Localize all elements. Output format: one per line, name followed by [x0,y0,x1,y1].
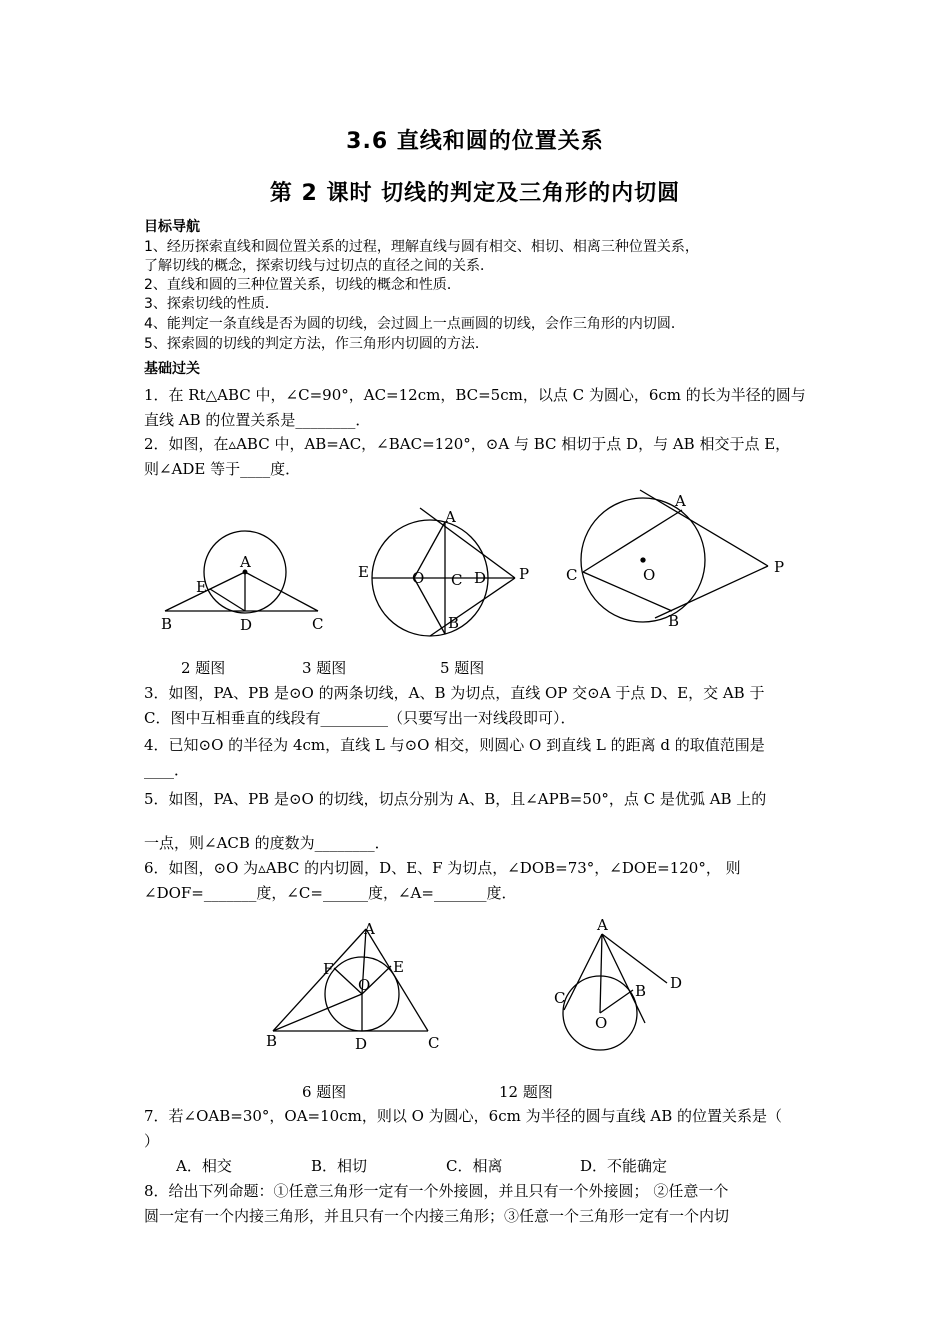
fig5-label: B [668,612,680,630]
fig5-label: A [675,492,686,510]
question-8-line: 8．给出下列命题：①任意三角形一定有一个外接圆，并且只有一个外接圆； ②任意一个 [144,1182,729,1200]
section-goals-heading: 目标导航 [144,219,200,235]
q7-option-a: A．相交 [176,1157,232,1175]
question-2-line: 则∠ADE 等于____度． [144,460,301,478]
figure-5 [560,488,800,633]
fig6-label: O [358,976,371,994]
fig2-label: E [196,578,207,596]
figure-caption: 6 题图 [302,1083,347,1101]
goal-line: 3、探索切线的性质． [144,296,279,312]
fig6-label: B [266,1032,278,1050]
question-7-line: 7．若∠OAB=30°，OA=10cm，则以 O 为圆心，6cm 为半径的圆与直线 AB 的位置关系是（ [144,1107,782,1125]
fig6-label: C [428,1034,440,1052]
figure-caption: 3 题图 [302,659,347,677]
goal-line: 1、经历探索直线和圆位置关系的过程，理解直线与圆有相交、相切、相离三种位置关系， [144,239,699,255]
fig6-label: A [364,920,375,938]
fig5-label: P [774,558,785,576]
figure-6 [258,915,448,1060]
fig3-label: O [412,569,425,587]
fig2-label: B [161,615,173,633]
fig3-label: C [451,571,463,589]
fig2-label: C [312,615,324,633]
question-3-line: C．图中互相垂直的线段有_________（只要写出一对线段即可）． [144,709,576,727]
question-6-line: 6．如图，⊙O 为▵ABC 的内切圆，D、E、F 为切点，∠DOB=73°，∠DOE=120°， 则 [144,859,741,877]
figure-caption: 12 题图 [499,1083,553,1101]
fig3-label: P [519,565,530,583]
figure-12 [545,910,695,1060]
question-6-line: ∠DOF=_______度，∠C=______度，∠A=_______度． [144,884,517,902]
fig6-label: D [355,1035,368,1053]
fig12-label: D [670,974,683,992]
goal-line: 5、探索圆的切线的判定方法，作三角形内切圆的方法． [144,336,489,352]
question-1-line: 1．在 Rt△ABC 中，∠C=90°，AC=12cm，BC=5cm，以点 C 为圆心，6cm 的长为半径的圆与 [144,386,806,404]
section-basic-heading: 基础过关 [144,361,200,377]
goal-line: 4、能判定一条直线是否为圆的切线，会过圆上一点画圆的切线，会作三角形的内切圆． [144,316,685,332]
goal-line: 了解切线的概念，探索切线与过切点的直径之间的关系． [144,258,494,274]
fig3-label: A [445,508,456,526]
goal-line: 2、直线和圆的三种位置关系，切线的概念和性质． [144,277,461,293]
fig5-label: O [643,566,656,584]
question-4-line: 4．已知⊙O 的半径为 4cm，直线 L 与⊙O 相交，则圆心 O 到直线 L 的距离 d 的取值范围是 [144,736,765,754]
figure-2 [150,520,330,640]
fig3-label: D [474,569,487,587]
fig12-label: A [597,916,608,934]
question-1-line: 直线 AB 的位置关系是________． [144,411,371,429]
q7-option-b: B．相切 [311,1157,368,1175]
fig12-label: O [595,1014,608,1032]
question-5-line: 一点，则∠ACB 的度数为________． [144,834,390,852]
figure-caption: 2 题图 [181,659,226,677]
page-title: 3.6 直线和圆的位置关系 [346,129,604,154]
fig3-label: B [448,614,460,632]
question-2-line: 2．如图，在▵ABC 中，AB=AC，∠BAC=120°，⊙A 与 BC 相切于点 D，与 AB 相交于点 E， [144,435,791,453]
fig3-label: E [358,563,369,581]
question-4-line: ____． [144,761,190,779]
fig2-label: A [240,553,251,571]
fig12-label: C [554,989,566,1007]
figure-3 [350,500,540,640]
question-3-line: 3．如图，PA、PB 是⊙O 的两条切线，A、B 为切点，直线 OP 交⊙A 于点 D、E，交 AB 于 [144,684,765,702]
q7-option-c: C．相离 [446,1157,503,1175]
figure-caption: 5 题图 [440,659,485,677]
fig6-label: F [323,960,334,978]
q7-option-d: D．不能确定 [580,1157,668,1175]
question-5-line: 5．如图，PA、PB 是⊙O 的切线，切点分别为 A、B，且∠APB=50°，点 C 是优弧 AB 上的 [144,790,767,808]
fig5-label: C [566,566,578,584]
fig2-label: D [240,616,253,634]
question-7-line: ） [144,1132,160,1150]
fig6-label: E [393,958,404,976]
page-subtitle: 第 2 课时 切线的判定及三角形的内切圆 [269,181,681,206]
question-8-line: 圆一定有一个内接三角形，并且只有一个内接三角形；③任意一个三角形一定有一个内切 [144,1207,730,1225]
fig12-label: B [635,982,647,1000]
